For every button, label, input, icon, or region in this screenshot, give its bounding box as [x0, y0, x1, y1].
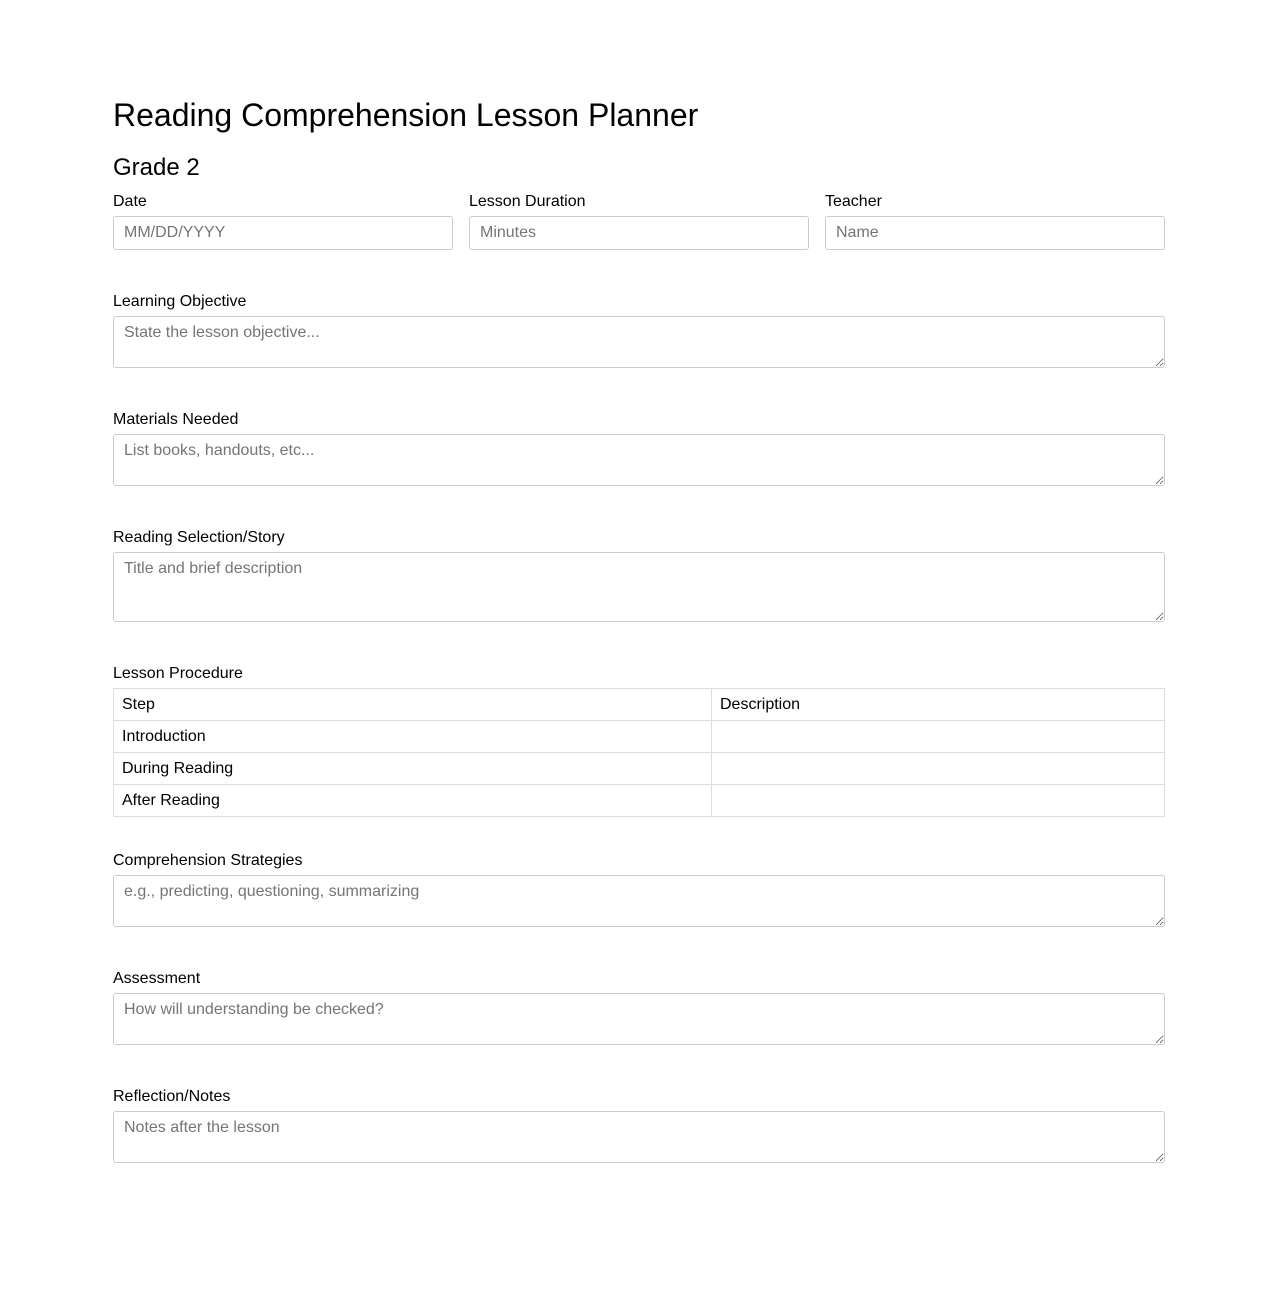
learning-objective-textarea[interactable] — [113, 316, 1165, 368]
table-row — [114, 785, 1165, 817]
teacher-input[interactable] — [825, 216, 1165, 250]
lesson-procedure-label: Lesson Procedure — [113, 665, 243, 682]
lesson-duration-label: Lesson Duration — [469, 193, 586, 210]
comprehension-strategies-textarea[interactable] — [113, 875, 1165, 927]
reading-selection-textarea[interactable] — [113, 552, 1165, 622]
step-cell: After Reading — [114, 785, 712, 817]
materials-needed-textarea[interactable] — [113, 434, 1165, 486]
reading-selection-label: Reading Selection/Story — [113, 529, 285, 546]
date-input[interactable] — [113, 216, 453, 250]
description-cell[interactable] — [712, 721, 1165, 753]
table-row — [114, 753, 1165, 785]
page-title: Reading Comprehension Lesson Planner — [113, 97, 699, 133]
description-cell[interactable] — [712, 753, 1165, 785]
lesson-duration-input[interactable] — [469, 216, 809, 250]
comprehension-strategies-label: Comprehension Strategies — [113, 852, 303, 869]
assessment-label: Assessment — [113, 970, 201, 987]
step-cell: Introduction — [114, 721, 712, 753]
materials-needed-label: Materials Needed — [113, 411, 239, 428]
lesson-procedure-table — [113, 688, 1165, 817]
reflection-notes-label: Reflection/Notes — [113, 1088, 231, 1105]
reflection-notes-textarea[interactable] — [113, 1111, 1165, 1163]
column-header-description: Description — [712, 689, 1165, 721]
teacher-label: Teacher — [825, 193, 882, 210]
table-header-row — [114, 689, 1165, 721]
assessment-textarea[interactable] — [113, 993, 1165, 1045]
column-header-step: Step — [114, 689, 712, 721]
description-cell[interactable] — [712, 785, 1165, 817]
grade-subtitle: Grade 2 — [113, 154, 200, 181]
table-row — [114, 721, 1165, 753]
step-cell: During Reading — [114, 753, 712, 785]
date-label: Date — [113, 193, 147, 210]
learning-objective-label: Learning Objective — [113, 293, 247, 310]
